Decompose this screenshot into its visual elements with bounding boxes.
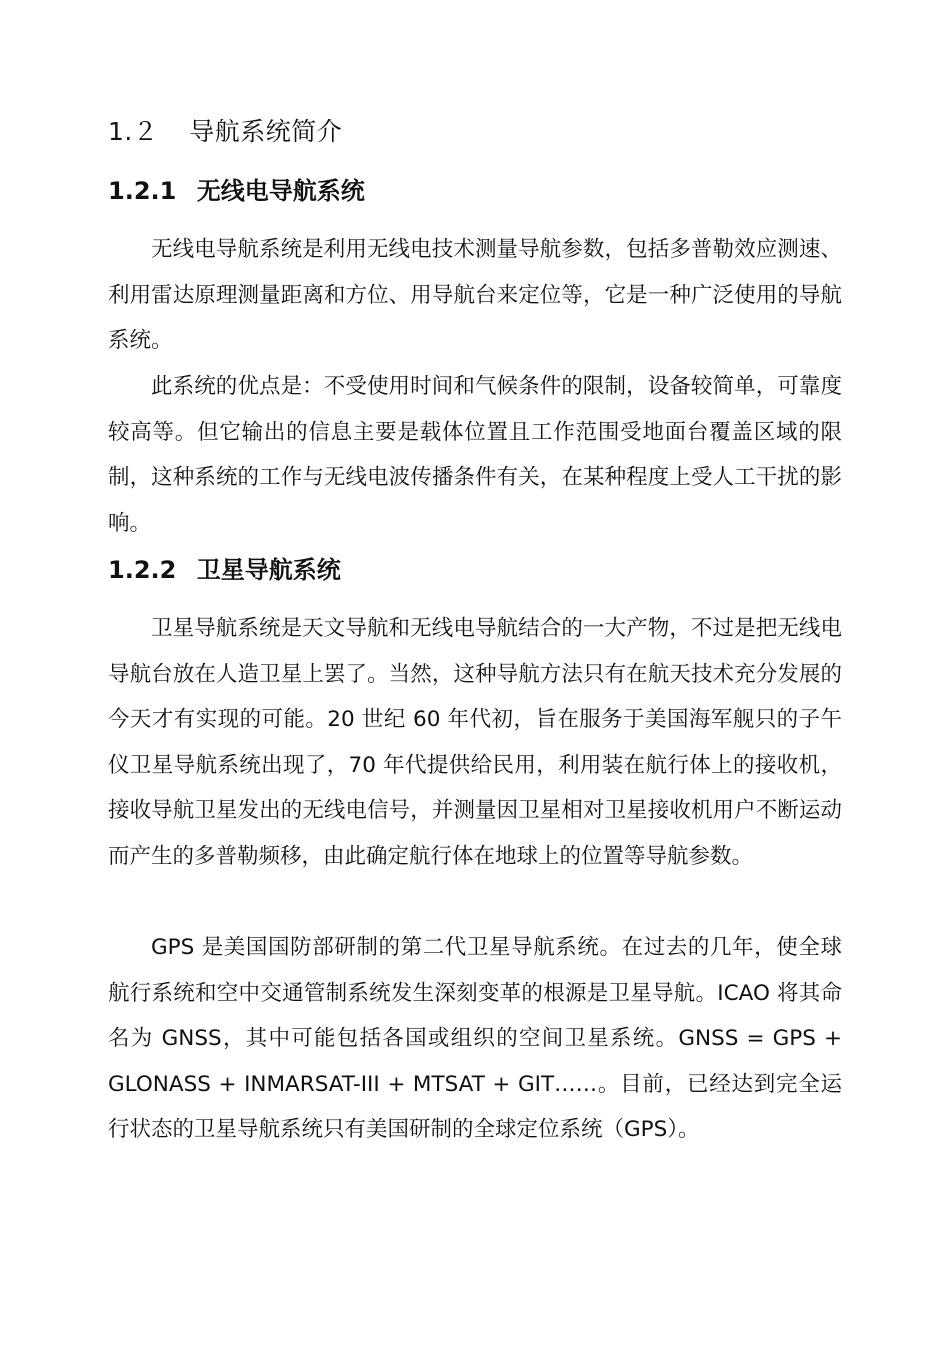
paragraph-satellite-gps: GPS 是美国国防部研制的第二代卫星导航系统。在过去的几年，使全球航行系统和空中交通管制系统发生深刻变革的根源是卫星导航。ICAO 将其命名为 GNSS，其中可能包括各国或组织的空间卫星系统。GNSS = GPS + GLONASS + INMARSAT-III + MTSAT + GIT……。目前，已经达到完全运行状态的卫星导航系统只有美国研制的全球定位系统（GPS）。 <box>108 935 842 1143</box>
subsection-title: 卫星导航系统 <box>196 556 341 584</box>
subsection-heading-satellite <box>108 550 341 585</box>
subsection-number: 1.2.1 <box>108 177 177 205</box>
paragraph-satellite-intro: 卫星导航系统是天文导航和无线电导航结合的一大产物，不过是把无线电导航台放在人造卫星上罢了。当然，这种导航方法只有在航天技术充分发展的今天才有实现的可能。20 世纪 60 年代初，旨在服务于美国海军舰只的子午仪卫星导航系统出现了，70 年代提供给民用，利用装在航行体上的接收机，接收导航卫星发出的无线电信号，并测量因卫星相对卫星接收机用户不断运动而产生的多普勒频移，由此确定航行体在地球上的位置等导航参数。 <box>108 616 842 869</box>
section-number: 1.２ <box>108 117 159 146</box>
paragraph-radio-intro: 无线电导航系统是利用无线电技术测量导航参数，包括多普勒效应测速、利用雷达原理测量距离和方位、用导航台来定位等，它是一种广泛使用的导航系统。 <box>108 237 842 354</box>
section-heading <box>108 112 342 148</box>
subsection-title: 无线电导航系统 <box>196 177 365 205</box>
subsection-heading-radio <box>108 171 365 206</box>
paragraph-radio-pros: 此系统的优点是：不受使用时间和气候条件的限制，设备较简单，可靠度较高等。但它输出的信息主要是载体位置且工作范围受地面台覆盖区域的限制，这种系统的工作与无线电波传播条件有关，在某种程度上受人工干扰的影响。 <box>108 374 842 536</box>
section-title: 导航系统简介 <box>189 117 343 146</box>
subsection-number: 1.2.2 <box>108 556 177 584</box>
